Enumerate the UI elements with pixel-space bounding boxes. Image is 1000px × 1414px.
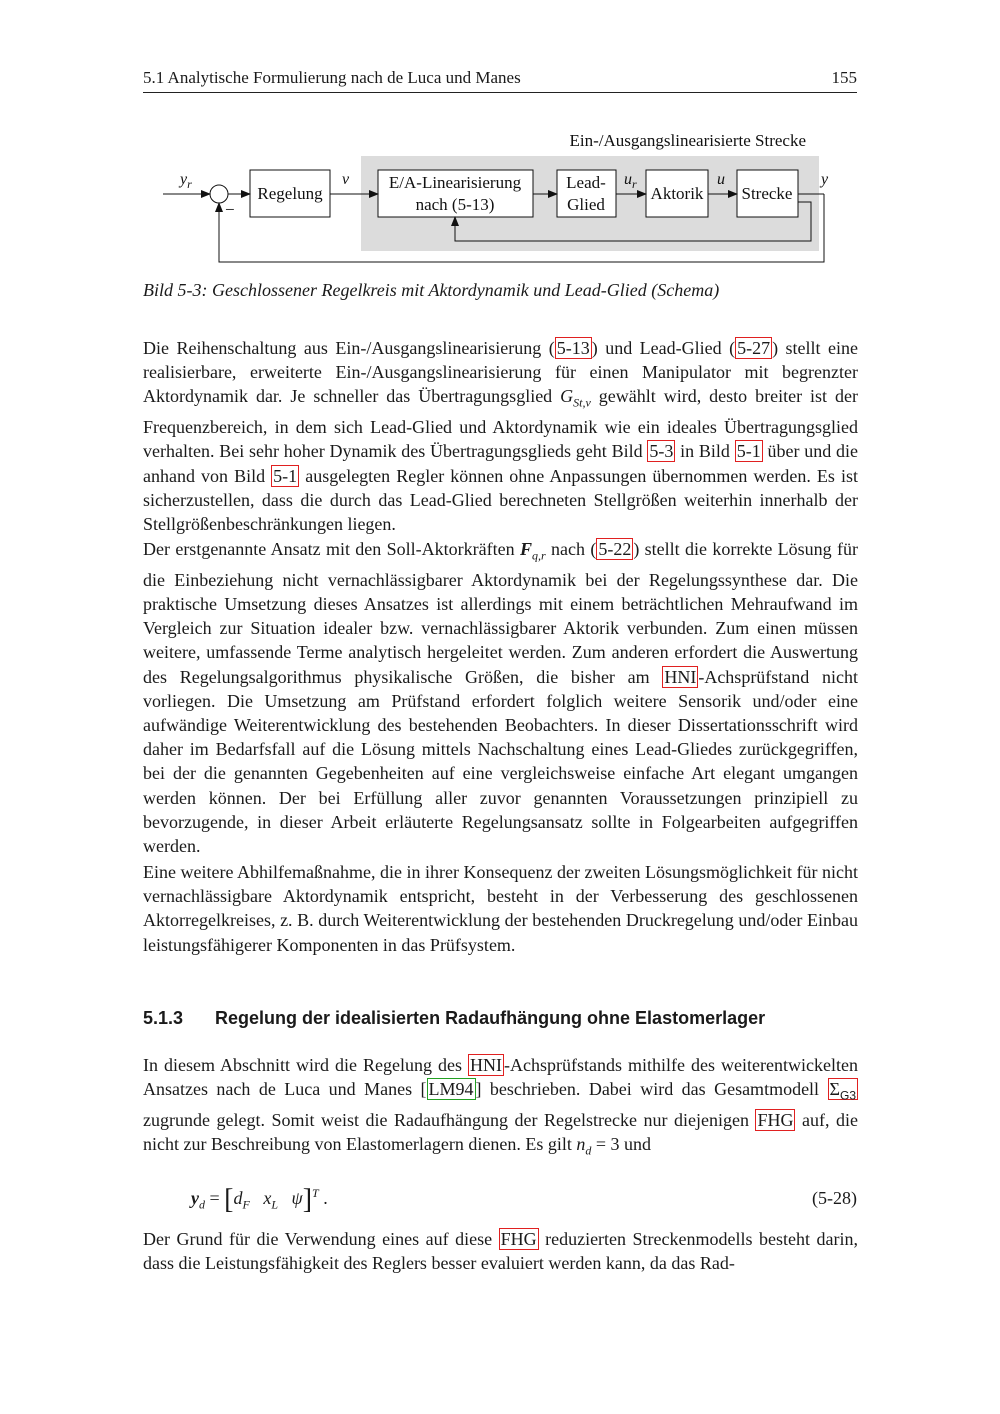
regelung-label: Regelung	[257, 184, 323, 203]
paragraph-3: Eine weitere Abhilfemaßnahme, die in ihrer Konsequenz der zweiten Lösungsmöglichkeit für nicht vernachlässigbare Aktordynamik entspricht, besteht in der Verbesserung des geschlossenen Aktorregelkreises, z. B. durch Weiterentwicklung der bestehenden Druckregelung und/oder Einbau leistungsfähigerer Komponenten in das Prüfsystem.	[143, 862, 858, 955]
figure-ref-5-1-second[interactable]: 5-1	[273, 465, 298, 486]
text-run: ] beschrieben. Dabei wird das Gesamtmodell	[475, 1079, 828, 1100]
figure-ref-5-3[interactable]: 5-3	[649, 441, 674, 462]
model-ref-sigma-g3[interactable]: $\Sigma_{G3}$	[829, 1079, 856, 1103]
equation-ref-5-22[interactable]: 5-22	[598, 539, 632, 559]
header-section-title: 5.1 Analytische Formulierung nach de Luca und Manes	[143, 68, 521, 87]
running-header	[143, 66, 857, 93]
signal-yr: $y_r$	[180, 171, 192, 191]
text-run: ) stellt die korrekte Lösung für die Einbeziehung nicht vernachlässigbarer Aktordynamik bei der Regelungssynthese dar. Die praktische Umsetzung dieses Ansatzes ist allerdings mit einem beträchtlichen Mehraufwand im Vergleich zur Situation idealer bzw. vernachlässigbarer Aktorik verbunden. Zum einen müssen weitere, umfassende Terme analytisch hergeleitet werden. Zum anderen erfordert die Auswertung des Regelungsalgorithmus physikalische Größen, die bisher am	[143, 539, 858, 687]
equation-body: $y_d = [d_F$ $x_L$ ψ]$^T$ .	[191, 1184, 328, 1215]
text-run: gewählt wird, desto breiter ist der Frequenzbereich, in dem sich Lead-Glied und Aktordynamik wie ein ideales Übertragungsglied verhalten. Bei sehr hoher Dynamik des Übertragungsglieds geht Bild	[143, 386, 858, 462]
equation-ref-5-13[interactable]: 5-13	[556, 338, 590, 358]
figure-caption	[143, 280, 857, 301]
strecke-label: Strecke	[741, 184, 793, 203]
text-run: = 3 und	[591, 1134, 652, 1155]
text-run: zugrunde gelegt. Somit weist die Radaufhängung der Regelstrecke nur diejenigen	[143, 1110, 756, 1130]
acronym-ref-hni[interactable]: HNI	[470, 1055, 503, 1075]
caption-text: : Geschlossener Regelkreis mit Aktordynamik und Lead-Glied (Schema)	[201, 280, 720, 300]
text-run: ) und Lead-Glied (	[591, 338, 736, 358]
signal-v: v	[342, 171, 350, 188]
text-run: Der erstgenannte Ansatz mit den Soll-Aktorkräften	[143, 539, 520, 559]
text-run: -Achsprüfstands mithilfe des weiterentwickelten Ansatzes nach de Luca und Manes [	[143, 1055, 858, 1100]
citation-ref-lm94[interactable]: LM94	[428, 1079, 474, 1100]
figure-ref-5-1[interactable]: 5-1	[736, 441, 761, 462]
paragraph-1	[143, 336, 858, 536]
text-run: reduzierten Streckenmodells besteht darin, dass die Leistungsfähigkeit des Reglers besser evaluiert werden kann, da das Rad-	[143, 1229, 858, 1274]
signal-u: u	[717, 171, 725, 188]
symbol-nd: $n_d$	[576, 1134, 592, 1158]
text-run: in Bild	[675, 441, 735, 462]
paragraph-4	[143, 1053, 858, 1163]
lead-label-line2: Glied	[567, 195, 605, 214]
section-number: 5.1.3	[143, 1008, 184, 1028]
text-run: Die Reihenschaltung aus Ein-/Ausgangslinearisierung (	[143, 338, 555, 358]
section-title: Regelung der idealisierten Radaufhängung ohne Elastomerlager	[215, 1008, 766, 1028]
acronym-ref-fhg[interactable]: FHG	[500, 1229, 537, 1249]
ea-label-line1: E/A-Linearisierung	[388, 173, 522, 192]
ea-label-line2: nach (5-13)	[415, 195, 495, 214]
symbol-g: $G_{St,v}$	[560, 386, 591, 410]
signal-ur: $u_r$	[624, 171, 637, 191]
text-run: In diesem Abschnitt wird die Regelung des	[143, 1055, 469, 1075]
equation-5-28	[143, 1180, 857, 1216]
group-label: Ein-/Ausgangslinearisierte Strecke	[569, 131, 806, 150]
caption-label: Bild 5-3	[143, 280, 202, 300]
lead-label-line1: Lead-	[566, 173, 606, 192]
equation-ref-5-27[interactable]: 5-27	[737, 338, 771, 358]
aktorik-label: Aktorik	[650, 184, 704, 203]
signal-y: y	[821, 171, 829, 188]
equation-number: (5-28)	[812, 1188, 857, 1208]
text-run: ausgelegten Regler können ohne Anpassungen übernommen werden. Es ist sicherzustellen, dass die durch das Lead-Glied berechneten Stellgrößen weiterhin innerhalb der Stellgrößenbeschränkungen liegen.	[143, 465, 858, 535]
text-run: Der Grund für die Verwendung eines auf diese	[143, 1229, 499, 1249]
acronym-ref-hni[interactable]: HNI	[664, 666, 697, 687]
paragraph-5	[143, 1227, 858, 1275]
page-number: 155	[831, 68, 857, 87]
text-run: -Achsprüfstand nicht vorliegen. Die Umsetzung am Prüfstand erfordert folglich weitere Sensorik und/oder eine aufwändige Weiterentwicklung des bestehenden Beobachters. In dieser Dissertationsschrift wird daher im Bedarfsfall auf die Lösung mittels Nachschaltung eines Lead-Gliedes zurückgegriffen, bei der die genannten Gegebenheiten auf eine vergleichsweise einfache Art elegant umgangen werden können. Der bei Erfüllung aller zuvor genannten Voraussetzungen prinzipiell zu bevorzugende, in dieser Arbeit erläuterte Regelungsansatz sollte in Folgearbeiten aufgegriffen werden.	[143, 666, 858, 857]
text-run: ) stellt eine realisierbare, erweiterte Ein-/Ausgangslinearisierung für einen Manipulator mit begrenzter Aktordynamik dar. Je schneller das Übertragungsglied	[143, 338, 858, 407]
paragraph-2	[143, 537, 858, 858]
acronym-ref-fhg[interactable]: FHG	[757, 1110, 794, 1130]
block-diagram	[143, 124, 857, 269]
section-heading	[143, 1008, 857, 1029]
text-run: auf, die nicht zur Beschreibung von Elastomerlagern dienen. Es gilt	[143, 1110, 858, 1155]
text-run: nach (	[545, 539, 597, 559]
symbol-f: $F_{q,r}$	[519, 539, 546, 563]
block-diagram-figure	[143, 124, 857, 269]
minus-sign: −	[225, 200, 235, 219]
text-run: über und die anhand von Bild	[143, 441, 858, 486]
